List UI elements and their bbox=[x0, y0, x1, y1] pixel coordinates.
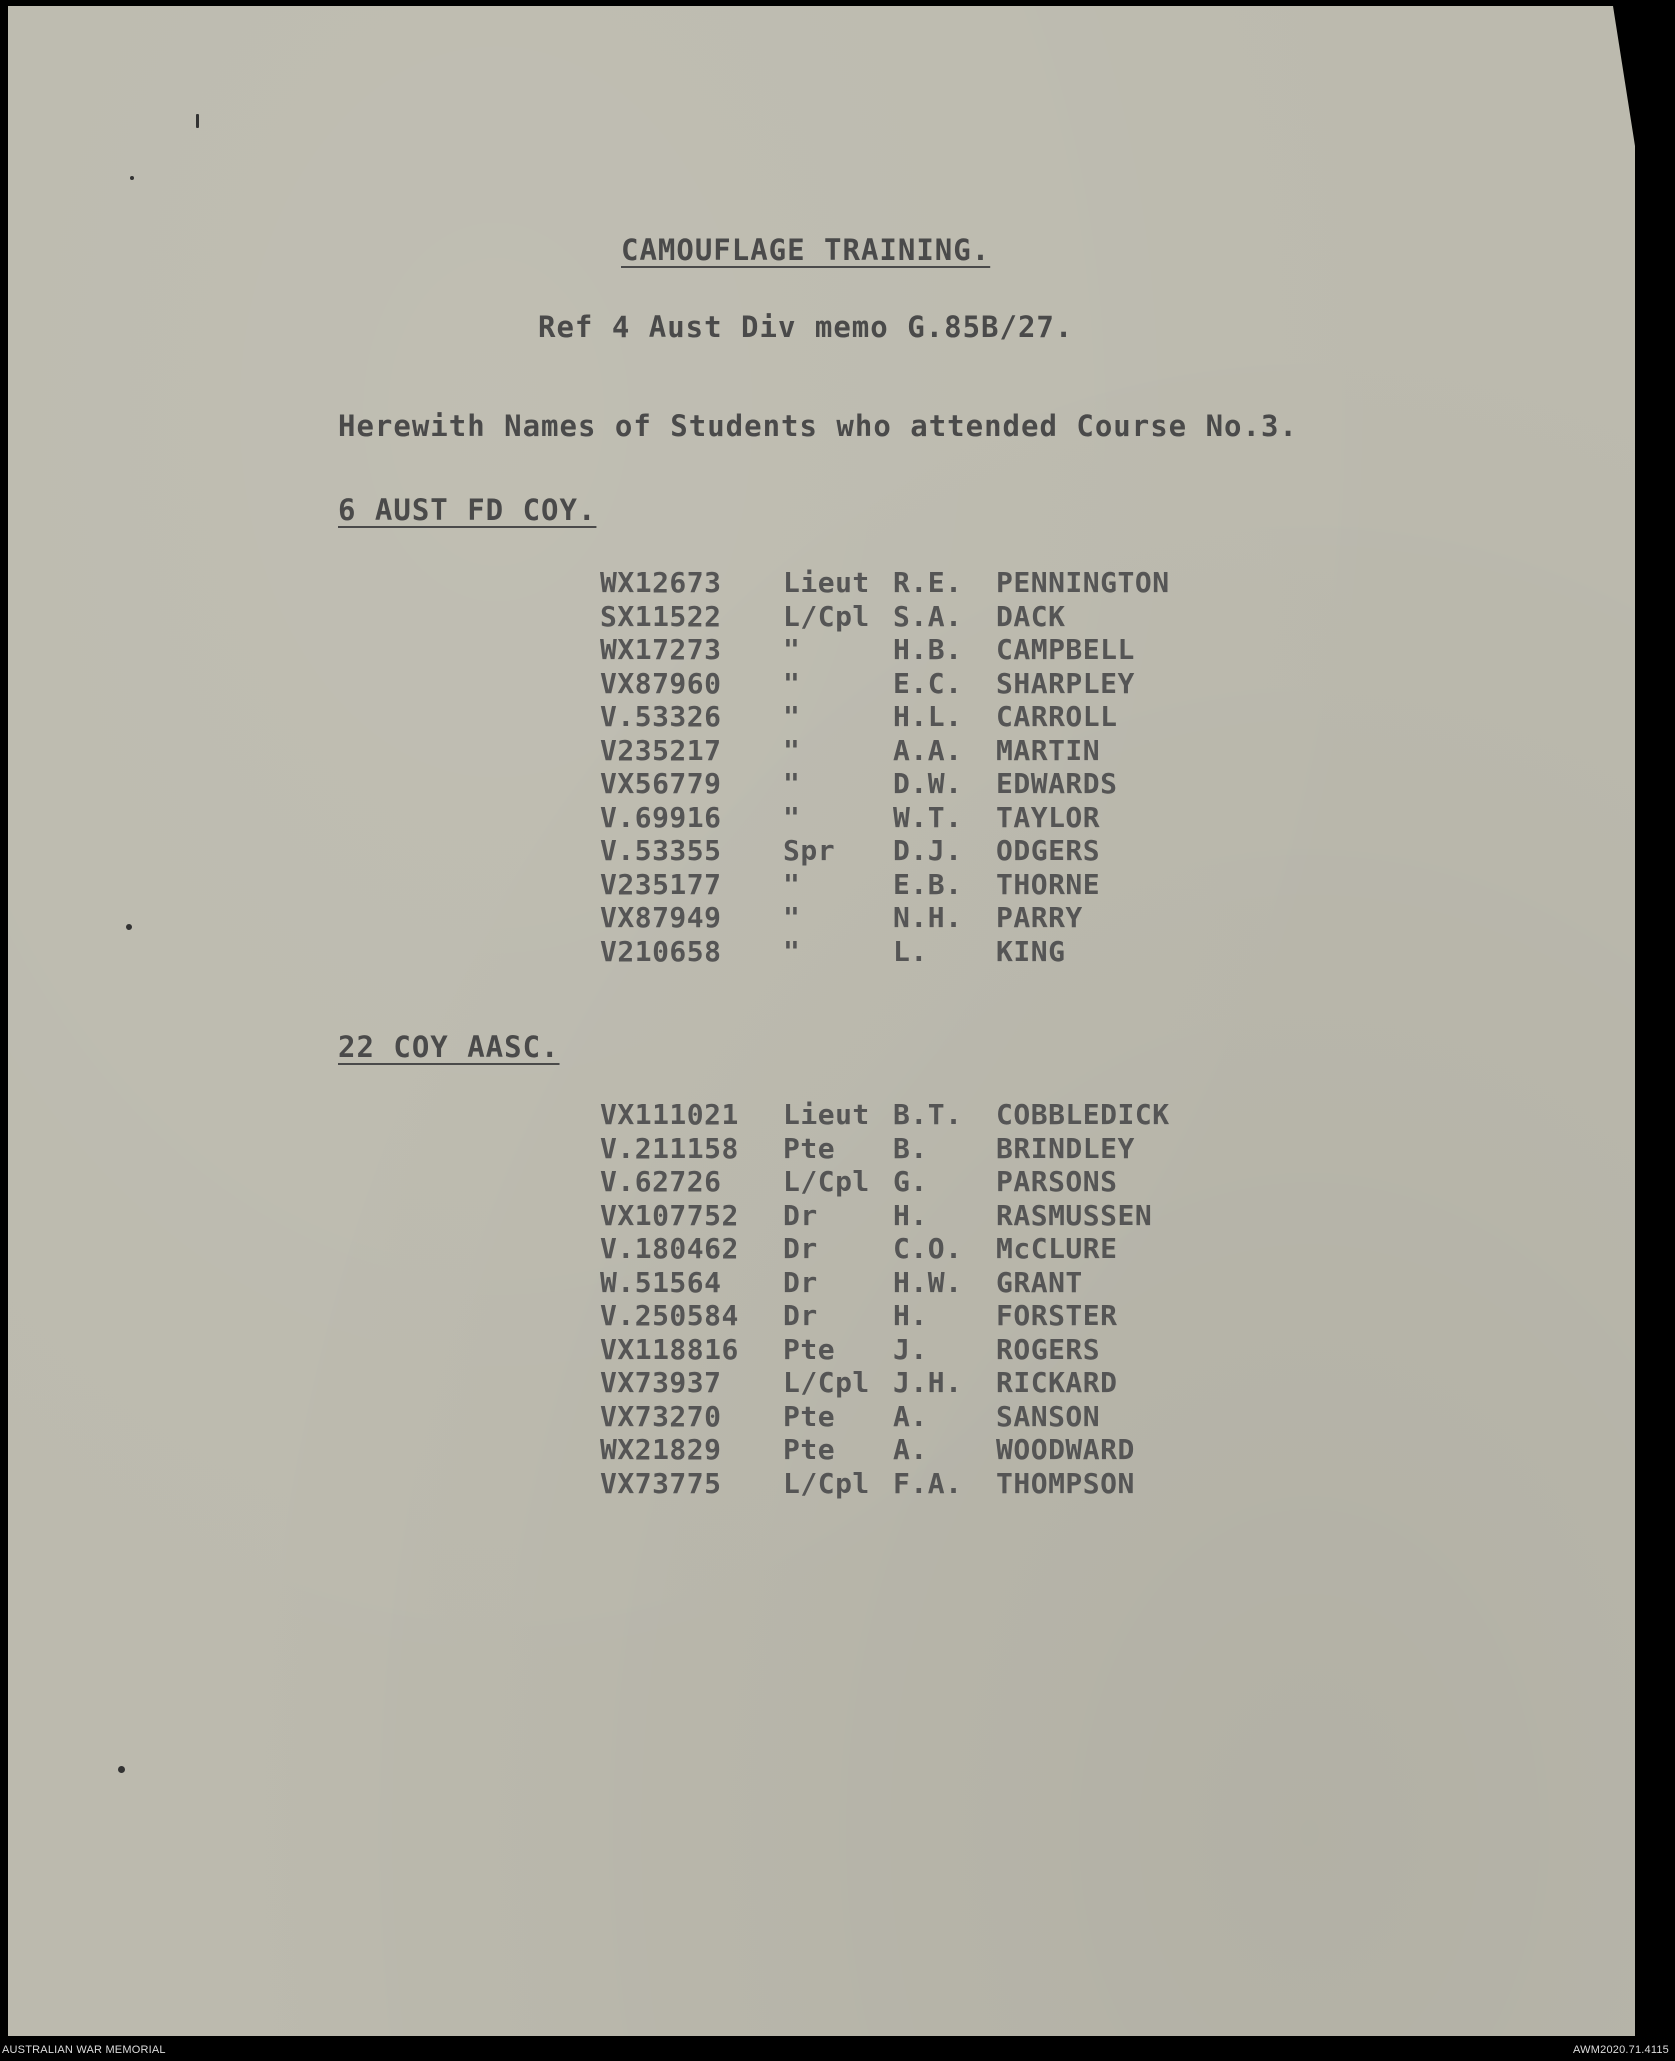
surname: WOODWARD bbox=[996, 1433, 1135, 1466]
student-row bbox=[600, 1366, 1296, 1400]
surname: KING bbox=[996, 934, 1066, 968]
surname: McCLURE bbox=[996, 1232, 1118, 1265]
rank: " bbox=[783, 867, 801, 901]
surname: PARRY bbox=[996, 901, 1083, 934]
service-number: WX17273 bbox=[600, 633, 722, 666]
service-number: VX73270 bbox=[600, 1399, 722, 1433]
student-row bbox=[600, 1232, 1296, 1266]
rank: L/Cpl bbox=[783, 1466, 870, 1500]
rank: " bbox=[783, 733, 801, 767]
initials: F.A. bbox=[893, 1466, 963, 1500]
student-row bbox=[600, 935, 1296, 969]
surname: THOMPSON bbox=[996, 1466, 1135, 1500]
service-number: V.62726 bbox=[600, 1165, 722, 1198]
initials: E.B. bbox=[893, 867, 963, 901]
service-number: V.211158 bbox=[600, 1131, 739, 1165]
initials: H.B. bbox=[893, 633, 963, 666]
surname: EDWARDS bbox=[996, 767, 1118, 800]
footer-institution: AUSTRALIAN WAR MEMORIAL bbox=[2, 2044, 166, 2056]
student-row bbox=[600, 1098, 1296, 1132]
initials: H.L. bbox=[893, 700, 963, 733]
student-row bbox=[600, 868, 1296, 902]
initials: R.E. bbox=[893, 566, 963, 599]
paper-speck bbox=[126, 924, 132, 930]
page-corner-fold bbox=[1613, 6, 1635, 146]
rank: " bbox=[783, 700, 801, 733]
document-page bbox=[8, 6, 1635, 2036]
initials: J. bbox=[893, 1332, 928, 1366]
student-row bbox=[600, 1333, 1296, 1367]
intro-line: Herewith Names of Students who attended Course No.3. bbox=[338, 409, 1298, 443]
surname: BRINDLEY bbox=[996, 1131, 1135, 1165]
surname: CARROLL bbox=[996, 700, 1118, 733]
service-number: V.53355 bbox=[600, 834, 722, 867]
rank: Lieut bbox=[783, 566, 870, 599]
initials: A.A. bbox=[893, 733, 963, 767]
initials: B.T. bbox=[893, 1098, 963, 1131]
rank: L/Cpl bbox=[783, 599, 870, 633]
service-number: VX87949 bbox=[600, 901, 722, 934]
paper-speck bbox=[118, 1766, 125, 1773]
initials: G. bbox=[893, 1165, 928, 1198]
service-number: VX56779 bbox=[600, 767, 722, 800]
initials: A. bbox=[893, 1399, 928, 1433]
student-row bbox=[600, 1199, 1296, 1233]
surname: PENNINGTON bbox=[996, 566, 1170, 599]
rank: " bbox=[783, 633, 801, 666]
rank: " bbox=[783, 800, 801, 834]
initials: L. bbox=[893, 934, 928, 968]
service-number: VX73937 bbox=[600, 1366, 722, 1399]
student-row bbox=[600, 1299, 1296, 1333]
initials: S.A. bbox=[893, 599, 963, 633]
unit-heading-22-coy-aasc: 22 COY AASC. bbox=[338, 1030, 560, 1064]
paper-speck bbox=[130, 176, 134, 180]
surname: ODGERS bbox=[996, 834, 1101, 867]
service-number: WX12673 bbox=[600, 566, 722, 599]
rank: Dr bbox=[783, 1299, 818, 1332]
student-row bbox=[600, 767, 1296, 801]
initials: J.H. bbox=[893, 1366, 963, 1399]
rank: Dr bbox=[783, 1265, 818, 1299]
service-number: V235177 bbox=[600, 867, 722, 901]
initials: D.W. bbox=[893, 767, 963, 800]
rank: Pte bbox=[783, 1332, 836, 1366]
student-row bbox=[600, 901, 1296, 935]
service-number: WX21829 bbox=[600, 1433, 722, 1466]
service-number: VX87960 bbox=[600, 666, 722, 700]
initials: B. bbox=[893, 1131, 928, 1165]
student-row bbox=[600, 700, 1296, 734]
rank: " bbox=[783, 767, 801, 800]
rank: Spr bbox=[783, 834, 836, 867]
initials: H. bbox=[893, 1198, 928, 1232]
rank: Dr bbox=[783, 1232, 818, 1265]
student-list-22-coy-aasc bbox=[600, 1098, 1296, 1500]
document-title: CAMOUFLAGE TRAINING. bbox=[621, 233, 991, 267]
paper-speck bbox=[196, 114, 199, 128]
rank: Pte bbox=[783, 1399, 836, 1433]
rank: Dr bbox=[783, 1198, 818, 1232]
surname: DACK bbox=[996, 599, 1066, 633]
service-number: V.69916 bbox=[600, 800, 722, 834]
surname: RICKARD bbox=[996, 1366, 1118, 1399]
service-number: VX111021 bbox=[600, 1098, 739, 1131]
service-number: VX118816 bbox=[600, 1332, 739, 1366]
memo-reference: Ref 4 Aust Div memo G.85B/27. bbox=[538, 310, 1074, 344]
rank: L/Cpl bbox=[783, 1165, 870, 1198]
student-row bbox=[600, 633, 1296, 667]
rank: " bbox=[783, 666, 801, 700]
student-row bbox=[600, 1467, 1296, 1501]
service-number: VX107752 bbox=[600, 1198, 739, 1232]
rank: Pte bbox=[783, 1433, 836, 1466]
student-row bbox=[600, 667, 1296, 701]
surname: COBBLEDICK bbox=[996, 1098, 1170, 1131]
rank: Pte bbox=[783, 1131, 836, 1165]
student-row bbox=[600, 734, 1296, 768]
surname: THORNE bbox=[996, 867, 1101, 901]
surname: MARTIN bbox=[996, 733, 1101, 767]
student-row bbox=[600, 1165, 1296, 1199]
service-number: V.180462 bbox=[600, 1232, 739, 1265]
initials: H.W. bbox=[893, 1265, 963, 1299]
surname: FORSTER bbox=[996, 1299, 1118, 1332]
surname: PARSONS bbox=[996, 1165, 1118, 1198]
student-row bbox=[600, 1400, 1296, 1434]
surname: CAMPBELL bbox=[996, 633, 1135, 666]
initials: E.C. bbox=[893, 666, 963, 700]
rank: L/Cpl bbox=[783, 1366, 870, 1399]
student-row bbox=[600, 1266, 1296, 1300]
service-number: V235217 bbox=[600, 733, 722, 767]
rank: Lieut bbox=[783, 1098, 870, 1131]
rank: " bbox=[783, 901, 801, 934]
surname: ROGERS bbox=[996, 1332, 1101, 1366]
initials: D.J. bbox=[893, 834, 963, 867]
surname: SHARPLEY bbox=[996, 666, 1135, 700]
unit-heading-6-aust-fd-coy: 6 AUST FD COY. bbox=[338, 493, 597, 527]
service-number: VX73775 bbox=[600, 1466, 722, 1500]
initials: H. bbox=[893, 1299, 928, 1332]
student-list-6-aust-fd-coy bbox=[600, 566, 1296, 968]
service-number: V.53326 bbox=[600, 700, 722, 733]
initials: N.H. bbox=[893, 901, 963, 934]
surname: RASMUSSEN bbox=[996, 1198, 1153, 1232]
initials: C.O. bbox=[893, 1232, 963, 1265]
student-row bbox=[600, 801, 1296, 835]
initials: A. bbox=[893, 1433, 928, 1466]
rank: " bbox=[783, 934, 801, 968]
surname: TAYLOR bbox=[996, 800, 1101, 834]
initials: W.T. bbox=[893, 800, 963, 834]
student-row bbox=[600, 566, 1296, 600]
student-row bbox=[600, 1132, 1296, 1166]
surname: SANSON bbox=[996, 1399, 1101, 1433]
surname: GRANT bbox=[996, 1265, 1083, 1299]
student-row bbox=[600, 600, 1296, 634]
service-number: SX11522 bbox=[600, 599, 722, 633]
service-number: V.250584 bbox=[600, 1299, 739, 1332]
service-number: V210658 bbox=[600, 934, 722, 968]
student-row bbox=[600, 1433, 1296, 1467]
service-number: W.51564 bbox=[600, 1265, 722, 1299]
footer-accession-number: AWM2020.71.4115 bbox=[1573, 2044, 1669, 2056]
student-row bbox=[600, 834, 1296, 868]
